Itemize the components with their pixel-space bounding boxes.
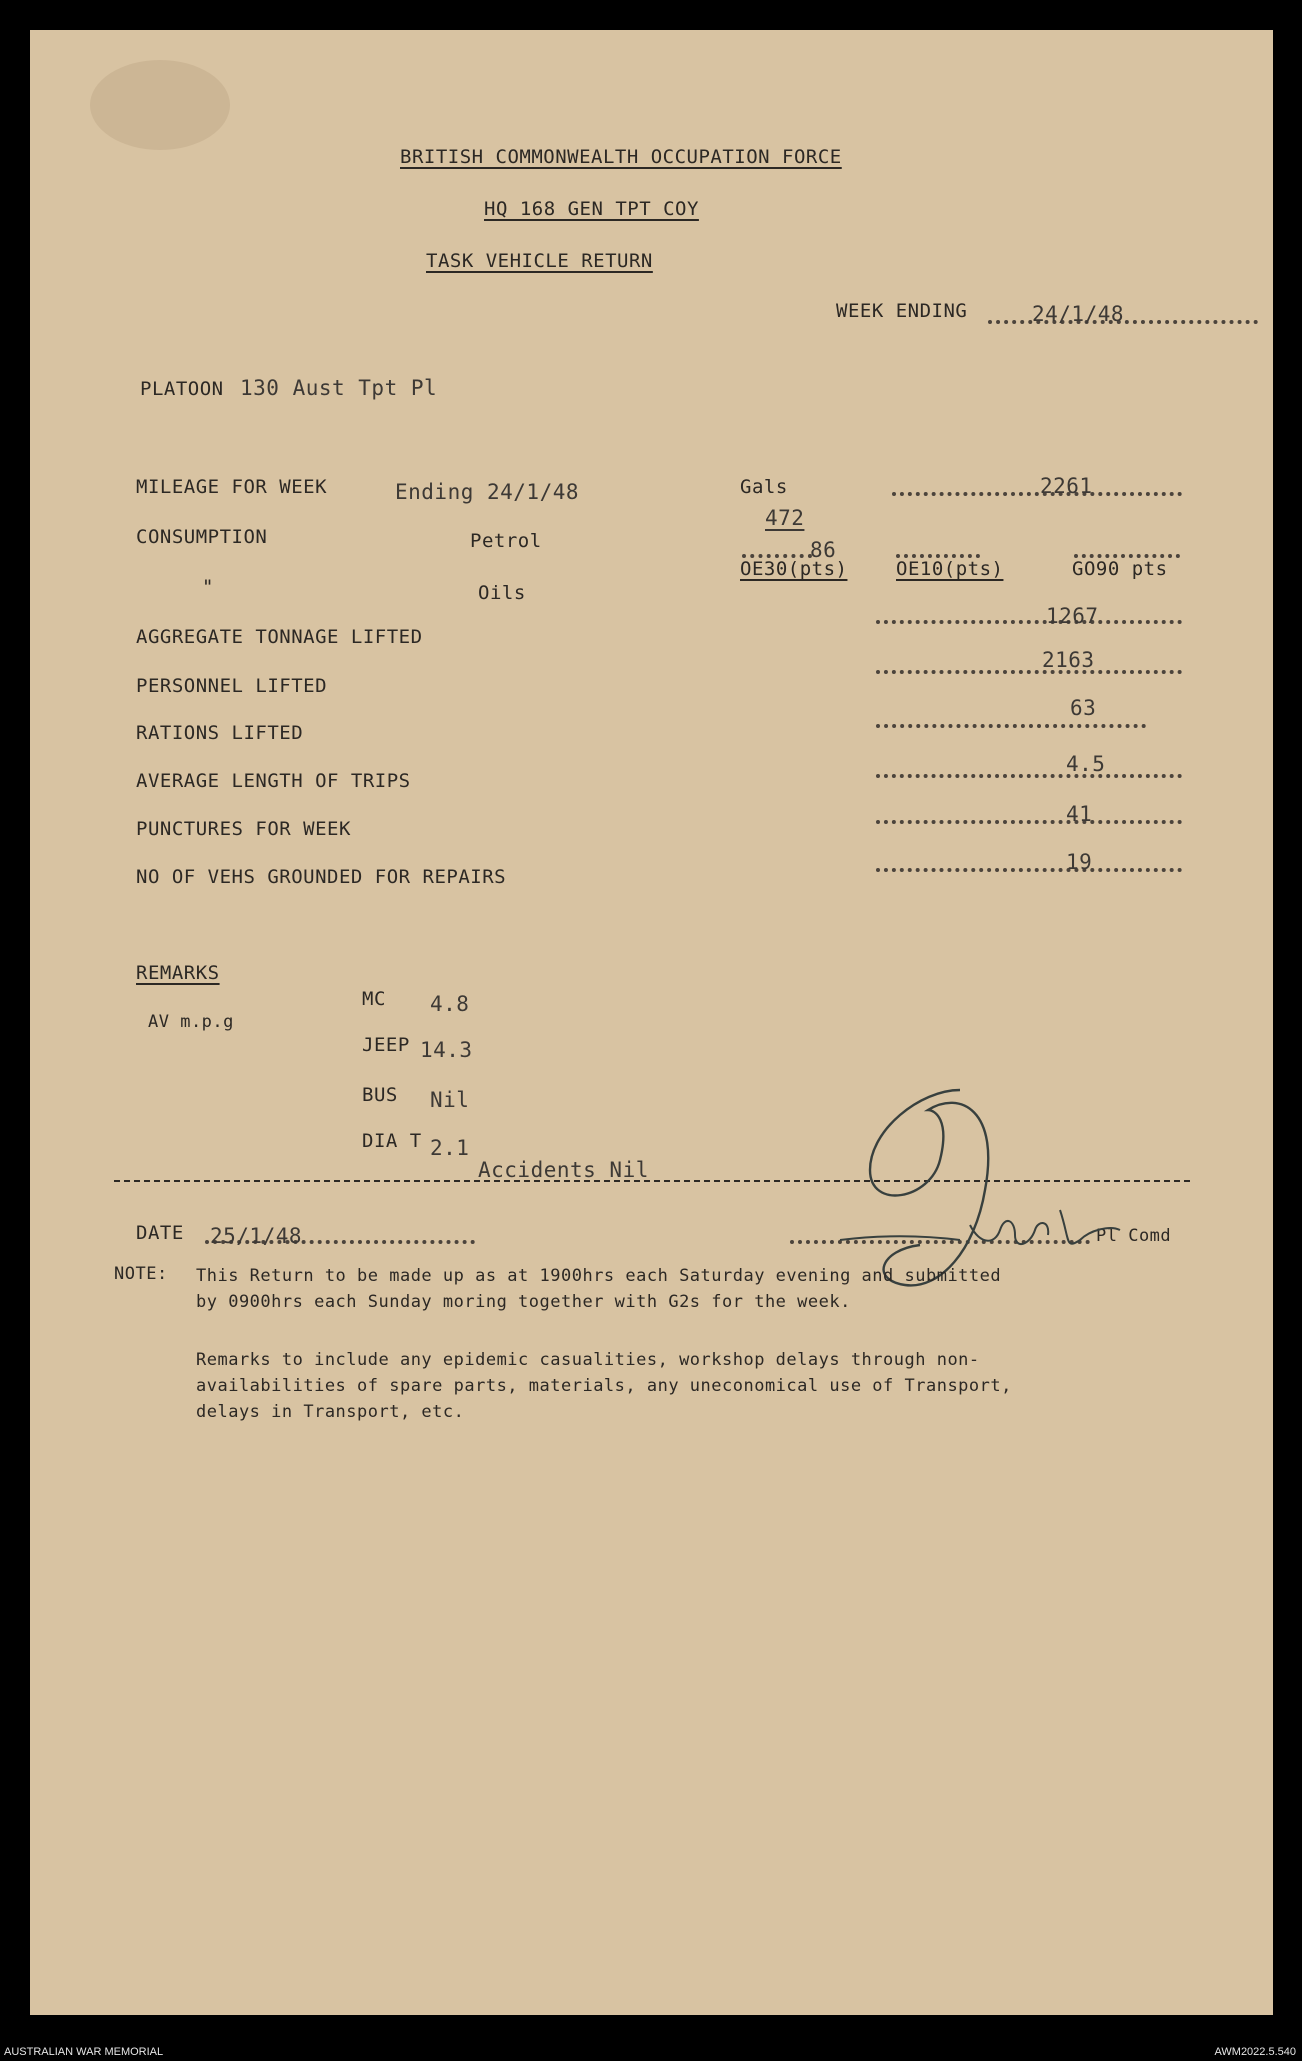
oil-col-1: OE30(pts): [740, 558, 848, 580]
oil-value-1: 86: [810, 538, 837, 562]
punctures-dots: [876, 820, 1182, 824]
mileage-note: Ending 24/1/48: [395, 480, 580, 504]
rations-dots: [876, 724, 1146, 728]
bus-value: Nil: [430, 1088, 470, 1112]
note-line-2: by 0900hrs each Sunday moring together with G2s for the week.: [196, 1292, 851, 1312]
tonnage-label: AGGREGATE TONNAGE LIFTED: [136, 626, 423, 648]
mileage-value: 2261: [1040, 474, 1093, 498]
document-page: [30, 30, 1273, 2015]
gals-label: Gals: [740, 476, 788, 498]
oil-col-3: GO90 pts: [1072, 558, 1168, 580]
tonnage-dots: [876, 620, 1182, 624]
date-label: DATE: [136, 1222, 184, 1244]
footer-credit: AUSTRALIAN WAR MEMORIAL: [4, 2046, 164, 2058]
grounded-dots: [876, 868, 1182, 872]
avg-trip-dots: [876, 774, 1182, 778]
mileage-dots: [892, 492, 1182, 496]
petrol-value: 472: [765, 506, 805, 530]
grounded-value: 19: [1066, 850, 1093, 874]
title-line-1: BRITISH COMMONWEALTH OCCUPATION FORCE: [400, 146, 842, 168]
date-value: 25/1/48: [210, 1224, 303, 1248]
consumption-label: CONSUMPTION: [136, 526, 268, 548]
platoon-label: PLATOON: [140, 378, 224, 400]
punctures-label: PUNCTURES FOR WEEK: [136, 818, 351, 840]
avmpg-label: AV m.p.g: [148, 1012, 234, 1032]
personnel-value: 2163: [1042, 648, 1095, 672]
note-line-4: availabilities of spare parts, materials, any uneconomical use of Transport,: [196, 1376, 1012, 1396]
diat-value: 2.1: [430, 1136, 470, 1160]
title-line-2: HQ 168 GEN TPT COY: [484, 198, 699, 220]
pl-comd-label: Pl Comd: [1096, 1226, 1172, 1246]
avg-trip-value: 4.5: [1066, 752, 1106, 776]
bus-label: BUS: [362, 1084, 398, 1106]
oils-ditto: ": [202, 576, 214, 598]
footer-accession: AWM2022.5.540: [1214, 2046, 1296, 2058]
note-line-1: This Return to be made up as at 1900hrs each Saturday evening and submitted: [196, 1266, 1002, 1286]
title-line-3: TASK VEHICLE RETURN: [426, 250, 653, 272]
personnel-dots: [876, 670, 1182, 674]
note-label: NOTE:: [114, 1264, 168, 1284]
note-line-5: delays in Transport, etc.: [196, 1402, 465, 1422]
petrol-label: Petrol: [470, 530, 542, 552]
note-line-3: Remarks to include any epidemic casualities, workshop delays through non-: [196, 1350, 980, 1370]
oils-label: Oils: [478, 582, 526, 604]
mc-value: 4.8: [430, 992, 470, 1016]
jeep-label: JEEP: [362, 1034, 410, 1056]
remarks-heading: REMARKS: [136, 962, 220, 984]
accidents-note: Accidents Nil: [478, 1158, 649, 1182]
avg-trip-label: AVERAGE LENGTH OF TRIPS: [136, 770, 411, 792]
grounded-label: NO OF VEHS GROUNDED FOR REPAIRS: [136, 866, 507, 888]
jeep-value: 14.3: [420, 1038, 473, 1062]
week-ending-value: 24/1/48: [1032, 302, 1125, 326]
diat-label: DIA T: [362, 1130, 422, 1152]
mileage-label: MILEAGE FOR WEEK: [136, 476, 328, 498]
personnel-label: PERSONNEL LIFTED: [136, 675, 328, 697]
mc-label: MC: [362, 988, 386, 1010]
tonnage-value: 1267: [1046, 604, 1099, 628]
punctures-value: 41: [1066, 802, 1093, 826]
platoon-value: 130 Aust Tpt Pl: [240, 376, 438, 400]
oil-col-2: OE10(pts): [896, 558, 1004, 580]
paper-stain: [90, 60, 230, 150]
rations-value: 63: [1070, 696, 1097, 720]
rations-label: RATIONS LIFTED: [136, 722, 304, 744]
week-ending-label: WEEK ENDING: [836, 300, 968, 322]
